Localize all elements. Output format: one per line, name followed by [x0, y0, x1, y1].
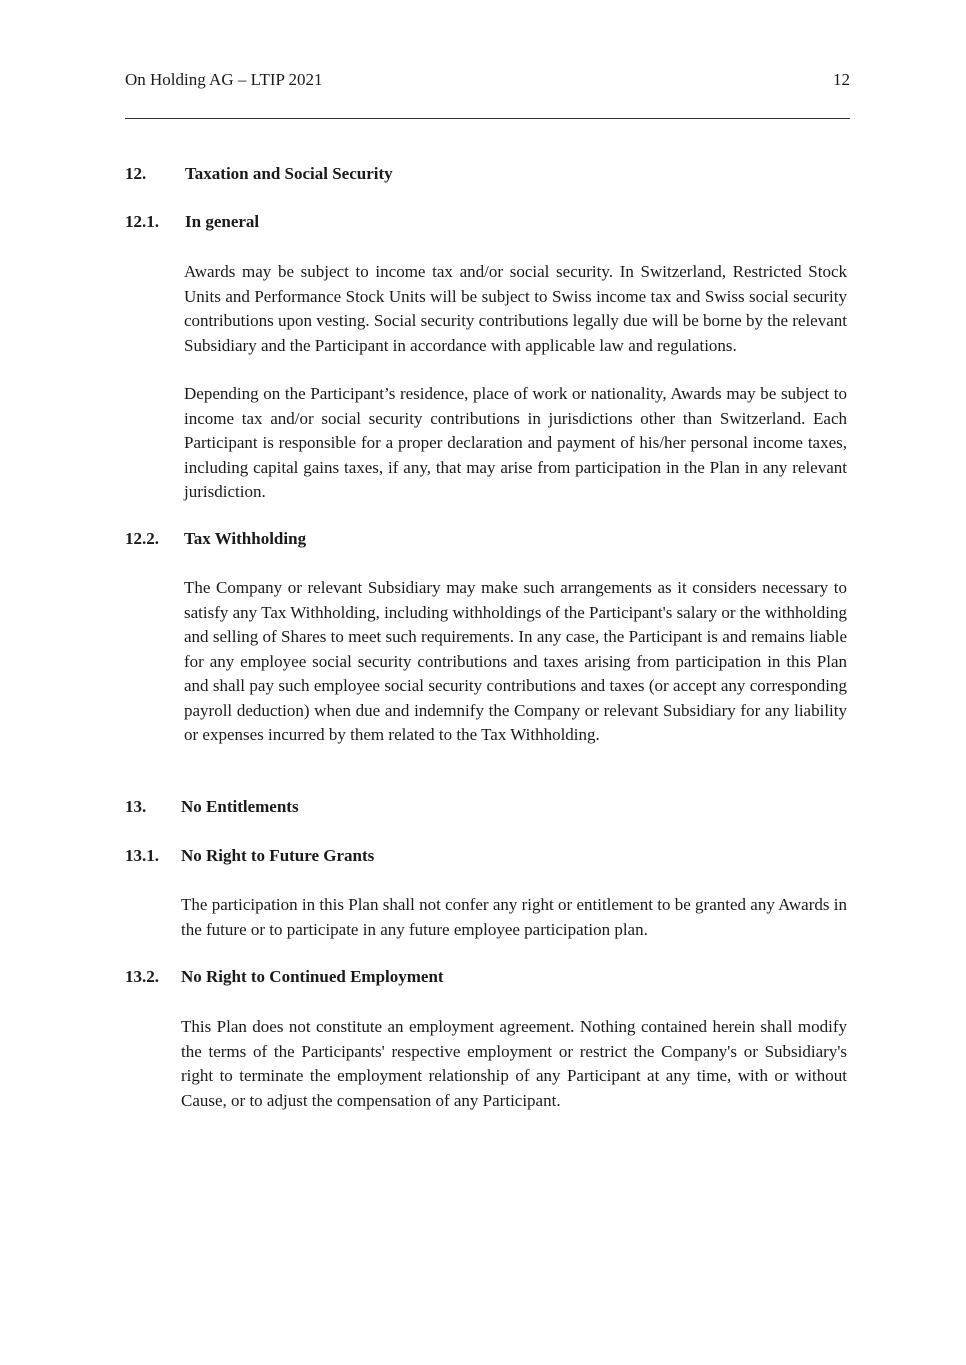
section-heading-13-1 [125, 846, 825, 866]
section-number: 12. [125, 164, 147, 183]
section-heading-13 [125, 797, 825, 817]
section-number: 12.1. [125, 212, 159, 231]
section-title: In general [185, 212, 260, 231]
section-title: No Right to Continued Employment [181, 967, 444, 986]
section-number: 13.1. [125, 846, 159, 865]
paragraph-12-1-a: Awards may be subject to income tax and/or social security. In Switzerland, Restricted Stock Units and Performance Stock Units will be subject to Swiss income tax and Swiss social security contributions upon vesting. Social security contributions legally due will be borne by the relevant Subsidiary and the Participant in accordance with applicable law and regulations. [184, 262, 847, 355]
section-title: No Entitlements [181, 797, 299, 816]
section-title: Taxation and Social Security [185, 164, 393, 183]
paragraph-13-2: This Plan does not constitute an employment agreement. Nothing contained herein shall modify the terms of the Participants' respective employment or restrict the Company's or Subsidiary's right to terminate the employment relationship of any Participant at any time, with or without Cause, or to adjust the compensation of any Participant. [181, 1017, 847, 1110]
section-number: 13.2. [125, 967, 159, 986]
section-number: 12.2. [125, 529, 159, 548]
section-number: 13. [125, 797, 147, 816]
page-number: 12 [833, 70, 850, 89]
paragraph-13-1: The participation in this Plan shall not confer any right or entitlement to be granted any Awards in the future or to participate in any future employee participation plan. [181, 895, 847, 939]
document-title: On Holding AG – LTIP 2021 [125, 70, 323, 89]
section-heading-13-2 [125, 967, 825, 987]
section-heading-12-2 [125, 529, 825, 549]
section-heading-12 [125, 164, 825, 184]
header-divider [125, 118, 850, 119]
section-title: No Right to Future Grants [181, 846, 375, 865]
section-title: Tax Withholding [184, 529, 307, 548]
paragraph-12-1-b: Depending on the Participant’s residence, place of work or nationality, Awards may be subject to income tax and/or social security contributions in jurisdictions other than Switzerland. Each Participant is responsible for a proper declaration and payment of his/her personal income taxes, including capital gains taxes, if any, that may arise from participation in the Plan in any relevant jurisdiction. [184, 384, 847, 501]
paragraph-12-2: The Company or relevant Subsidiary may make such arrangements as it considers necessary to satisfy any Tax Withholding, including withholdings of the Participant's salary or the withholding and selling of Shares to meet such requirements. In any case, the Participant is and remains liable for any employee social security contributions and taxes arising from participation in this Plan and shall pay such employee social security contributions and taxes (or accept any corresponding payroll deduction) when due and indemnify the Company or relevant Subsidiary for any liability or expenses incurred by them related to the Tax Withholding. [184, 578, 848, 744]
section-heading-12-1 [125, 212, 825, 232]
